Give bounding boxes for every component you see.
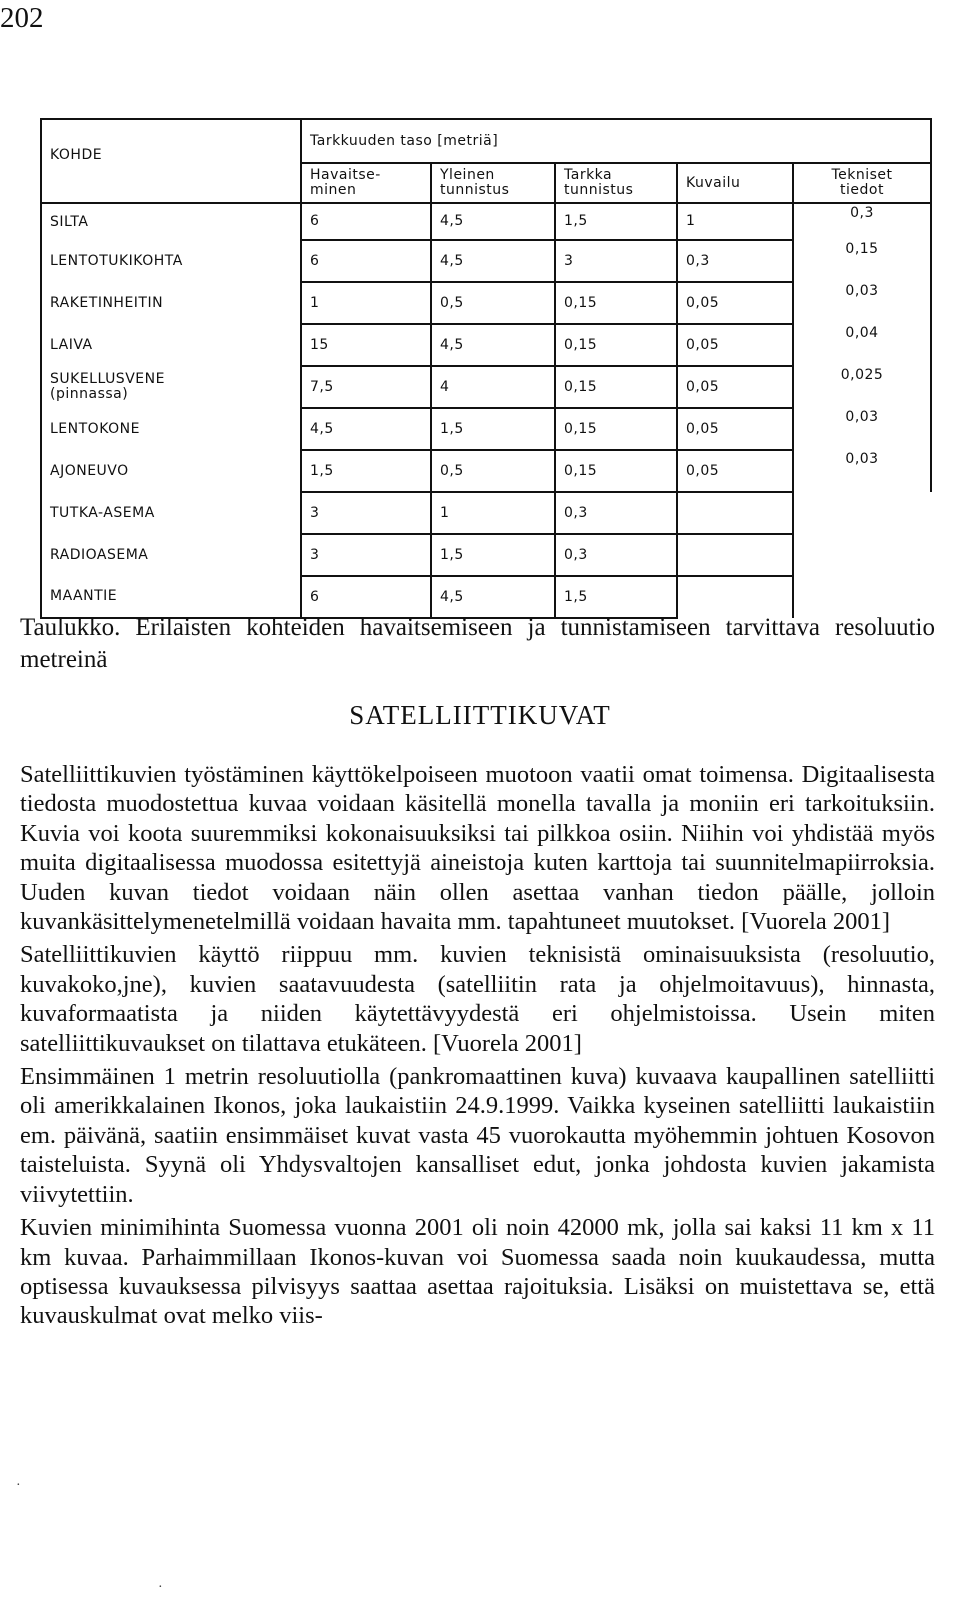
table-subheader-row xyxy=(41,163,931,203)
header-yleinen-tunnistus: Yleinen tunnistus xyxy=(431,163,555,203)
cell-tarkka: 0,15 xyxy=(555,408,677,450)
cell-kohde: SILTA xyxy=(41,203,301,240)
table-row xyxy=(41,282,931,324)
cell-havaitseminen: 7,5 xyxy=(301,366,431,408)
cell-havaitseminen: 1 xyxy=(301,282,431,324)
table-header-row xyxy=(41,119,931,163)
cell-yleinen: 4,5 xyxy=(431,203,555,240)
header-havaitseminen: Havaitse- minen xyxy=(301,163,431,203)
cell-tekniset: 0,3 xyxy=(793,203,931,240)
cell-kohde: SUKELLUSVENE (pinnassa) xyxy=(41,366,301,408)
paragraph: Kuvien minimihinta Suomessa vuonna 2001 oli noin 42000 mk, jolla sai kaksi 11 km x 11 km kuvaa. Parhaimmillaan Ikonos-kuvan voi Suomessa saada noin kuukaudessa, mutta optisessa kuvauksessa pilvisyys saattaa asettaa rajoituksia. Lisäksi on muistettava se, että kuvauskulmat ovat melko viis- xyxy=(20,1214,935,1330)
cell-tekniset: 0,025 xyxy=(793,366,931,408)
cell-kuvailu: 1 xyxy=(677,203,793,240)
paragraph: Satelliittikuvien käyttö riippuu mm. kuvien teknisistä ominaisuuksista (resoluutio, kuvakoko,jne), kuvien saatavuudesta (satelliitin rata ja ohjelmoitavuus), hinnasta, kuvaformaatista ja niiden käytettävyydestä eri ohjelmistoissa. Usein miten satelliittikuvaukset on tilattava etukäteen. [Vuorela 2001] xyxy=(20,941,935,1057)
resolution-table xyxy=(40,118,932,619)
cell-yleinen: 4 xyxy=(431,366,555,408)
header-tekniset-tiedot: Tekniset tiedot xyxy=(793,163,931,203)
cell-tarkka: 0,15 xyxy=(555,366,677,408)
header-kohde: KOHDE xyxy=(41,119,301,163)
cell-yleinen: 1 xyxy=(431,492,555,534)
cell-kohde: RADIOASEMA xyxy=(41,534,301,576)
body-text xyxy=(20,760,935,1335)
cell-kuvailu: 0,05 xyxy=(677,324,793,366)
cell-yleinen: 4,5 xyxy=(431,324,555,366)
cell-kohde: RAKETINHEITIN xyxy=(41,282,301,324)
cell-kohde: AJONEUVO xyxy=(41,450,301,492)
cell-yleinen: 1,5 xyxy=(431,408,555,450)
cell-havaitseminen: 6 xyxy=(301,240,431,282)
cell-tekniset: 0,15 xyxy=(793,240,931,282)
cell-yleinen: 4,5 xyxy=(431,240,555,282)
header-tarkka-tunnistus: Tarkka tunnistus xyxy=(555,163,677,203)
cell-kuvailu: 0,3 xyxy=(677,240,793,282)
table-row xyxy=(41,492,931,534)
cell-tekniset: 0,03 xyxy=(793,408,931,450)
cell-tekniset xyxy=(793,492,931,534)
table-caption: Taulukko. Erilaisten kohteiden havaitsemiseen ja tunnistamiseen tarvittava resoluutio metreinä xyxy=(20,614,935,673)
cell-kohde: LAIVA xyxy=(41,324,301,366)
paragraph: Ensimmäinen 1 metrin resoluutiolla (pankromaattinen kuva) kuvaava kaupallinen satelliitti oli amerikkalainen Ikonos, joka laukaistiin 24.9.1999. Vaikka kyseinen satelliitti laukaistiin em. päivänä, saatiin ensimmäiset kuvat vasta 45 vuorokautta myöhemmin johtuen Kosovon taisteluista. Syynä oli Yhdysvaltojen kansalliset edut, jonka johdosta kuvien jakamista viivytettiin. xyxy=(20,1063,935,1208)
table-row xyxy=(41,324,931,366)
table-row xyxy=(41,408,931,450)
cell-havaitseminen: 3 xyxy=(301,492,431,534)
cell-tarkka: 0,3 xyxy=(555,534,677,576)
page-number: 202 xyxy=(0,2,44,34)
section-heading: SATELLIITTIKUVAT xyxy=(349,700,611,730)
cell-yleinen: 0,5 xyxy=(431,282,555,324)
cell-kohde: MAANTIE xyxy=(41,576,301,618)
cell-yleinen: 1,5 xyxy=(431,534,555,576)
table-row xyxy=(41,450,931,492)
cell-tarkka: 1,5 xyxy=(555,576,677,618)
cell-havaitseminen: 6 xyxy=(301,576,431,618)
header-kuvailu: Kuvailu xyxy=(677,163,793,203)
cell-tekniset xyxy=(793,534,931,576)
cell-havaitseminen: 1,5 xyxy=(301,450,431,492)
cell-kuvailu: 0,05 xyxy=(677,282,793,324)
cell-yleinen: 4,5 xyxy=(431,576,555,618)
cell-tekniset: 0,04 xyxy=(793,324,931,366)
cell-tarkka: 0,15 xyxy=(555,324,677,366)
cell-tarkka: 0,15 xyxy=(555,450,677,492)
table-row xyxy=(41,534,931,576)
cell-tekniset: 0,03 xyxy=(793,450,931,492)
cell-tarkka: 3 xyxy=(555,240,677,282)
cell-tarkka: 0,15 xyxy=(555,282,677,324)
cell-havaitseminen: 6 xyxy=(301,203,431,240)
cell-kuvailu: 0,05 xyxy=(677,408,793,450)
cell-havaitseminen: 15 xyxy=(301,324,431,366)
cell-havaitseminen: 4,5 xyxy=(301,408,431,450)
cell-tarkka: 1,5 xyxy=(555,203,677,240)
cell-kuvailu: 0,05 xyxy=(677,366,793,408)
header-kohde-spacer xyxy=(41,163,301,203)
cell-kuvailu xyxy=(677,492,793,534)
cell-kuvailu xyxy=(677,534,793,576)
table-row xyxy=(41,240,931,282)
scan-speck: · xyxy=(158,1580,163,1595)
cell-kohde: LENTOKONE xyxy=(41,408,301,450)
paragraph: Satelliittikuvien työstäminen käyttökelpoiseen muotoon vaatii omat toimensa. Digitaalisesta tiedosta muodostettua kuvaa voidaan käsitellä monella tavalla ja moniin eri tarkoituksiin. Kuvia voi koota suuremmiksi kokonaisuuksiksi tai pilkkoa osiin. Niihin voi yhdistää myös muita digitaalisessa muodossa esitettyjä aineistoja kuten karttoja tai suunnitelmapiirroksia. Uuden kuvan tiedot voidaan näin ollen asettaa vanhan tiedon päälle, jolloin kuvankäsittelymenetelmillä voidaan havaita mm. tapahtuneet muutokset. [Vuorela 2001] xyxy=(20,761,935,936)
cell-kohde: LENTOTUKIKOHTA xyxy=(41,240,301,282)
table-row xyxy=(41,203,931,240)
header-accuracy-group: Tarkkuuden taso [metriä] xyxy=(301,119,931,163)
cell-havaitseminen: 3 xyxy=(301,534,431,576)
cell-yleinen: 0,5 xyxy=(431,450,555,492)
cell-kuvailu: 0,05 xyxy=(677,450,793,492)
cell-tarkka: 0,3 xyxy=(555,492,677,534)
table-row xyxy=(41,366,931,408)
cell-tekniset: 0,03 xyxy=(793,282,931,324)
cell-kohde: TUTKA-ASEMA xyxy=(41,492,301,534)
scan-speck: · xyxy=(16,1478,21,1493)
